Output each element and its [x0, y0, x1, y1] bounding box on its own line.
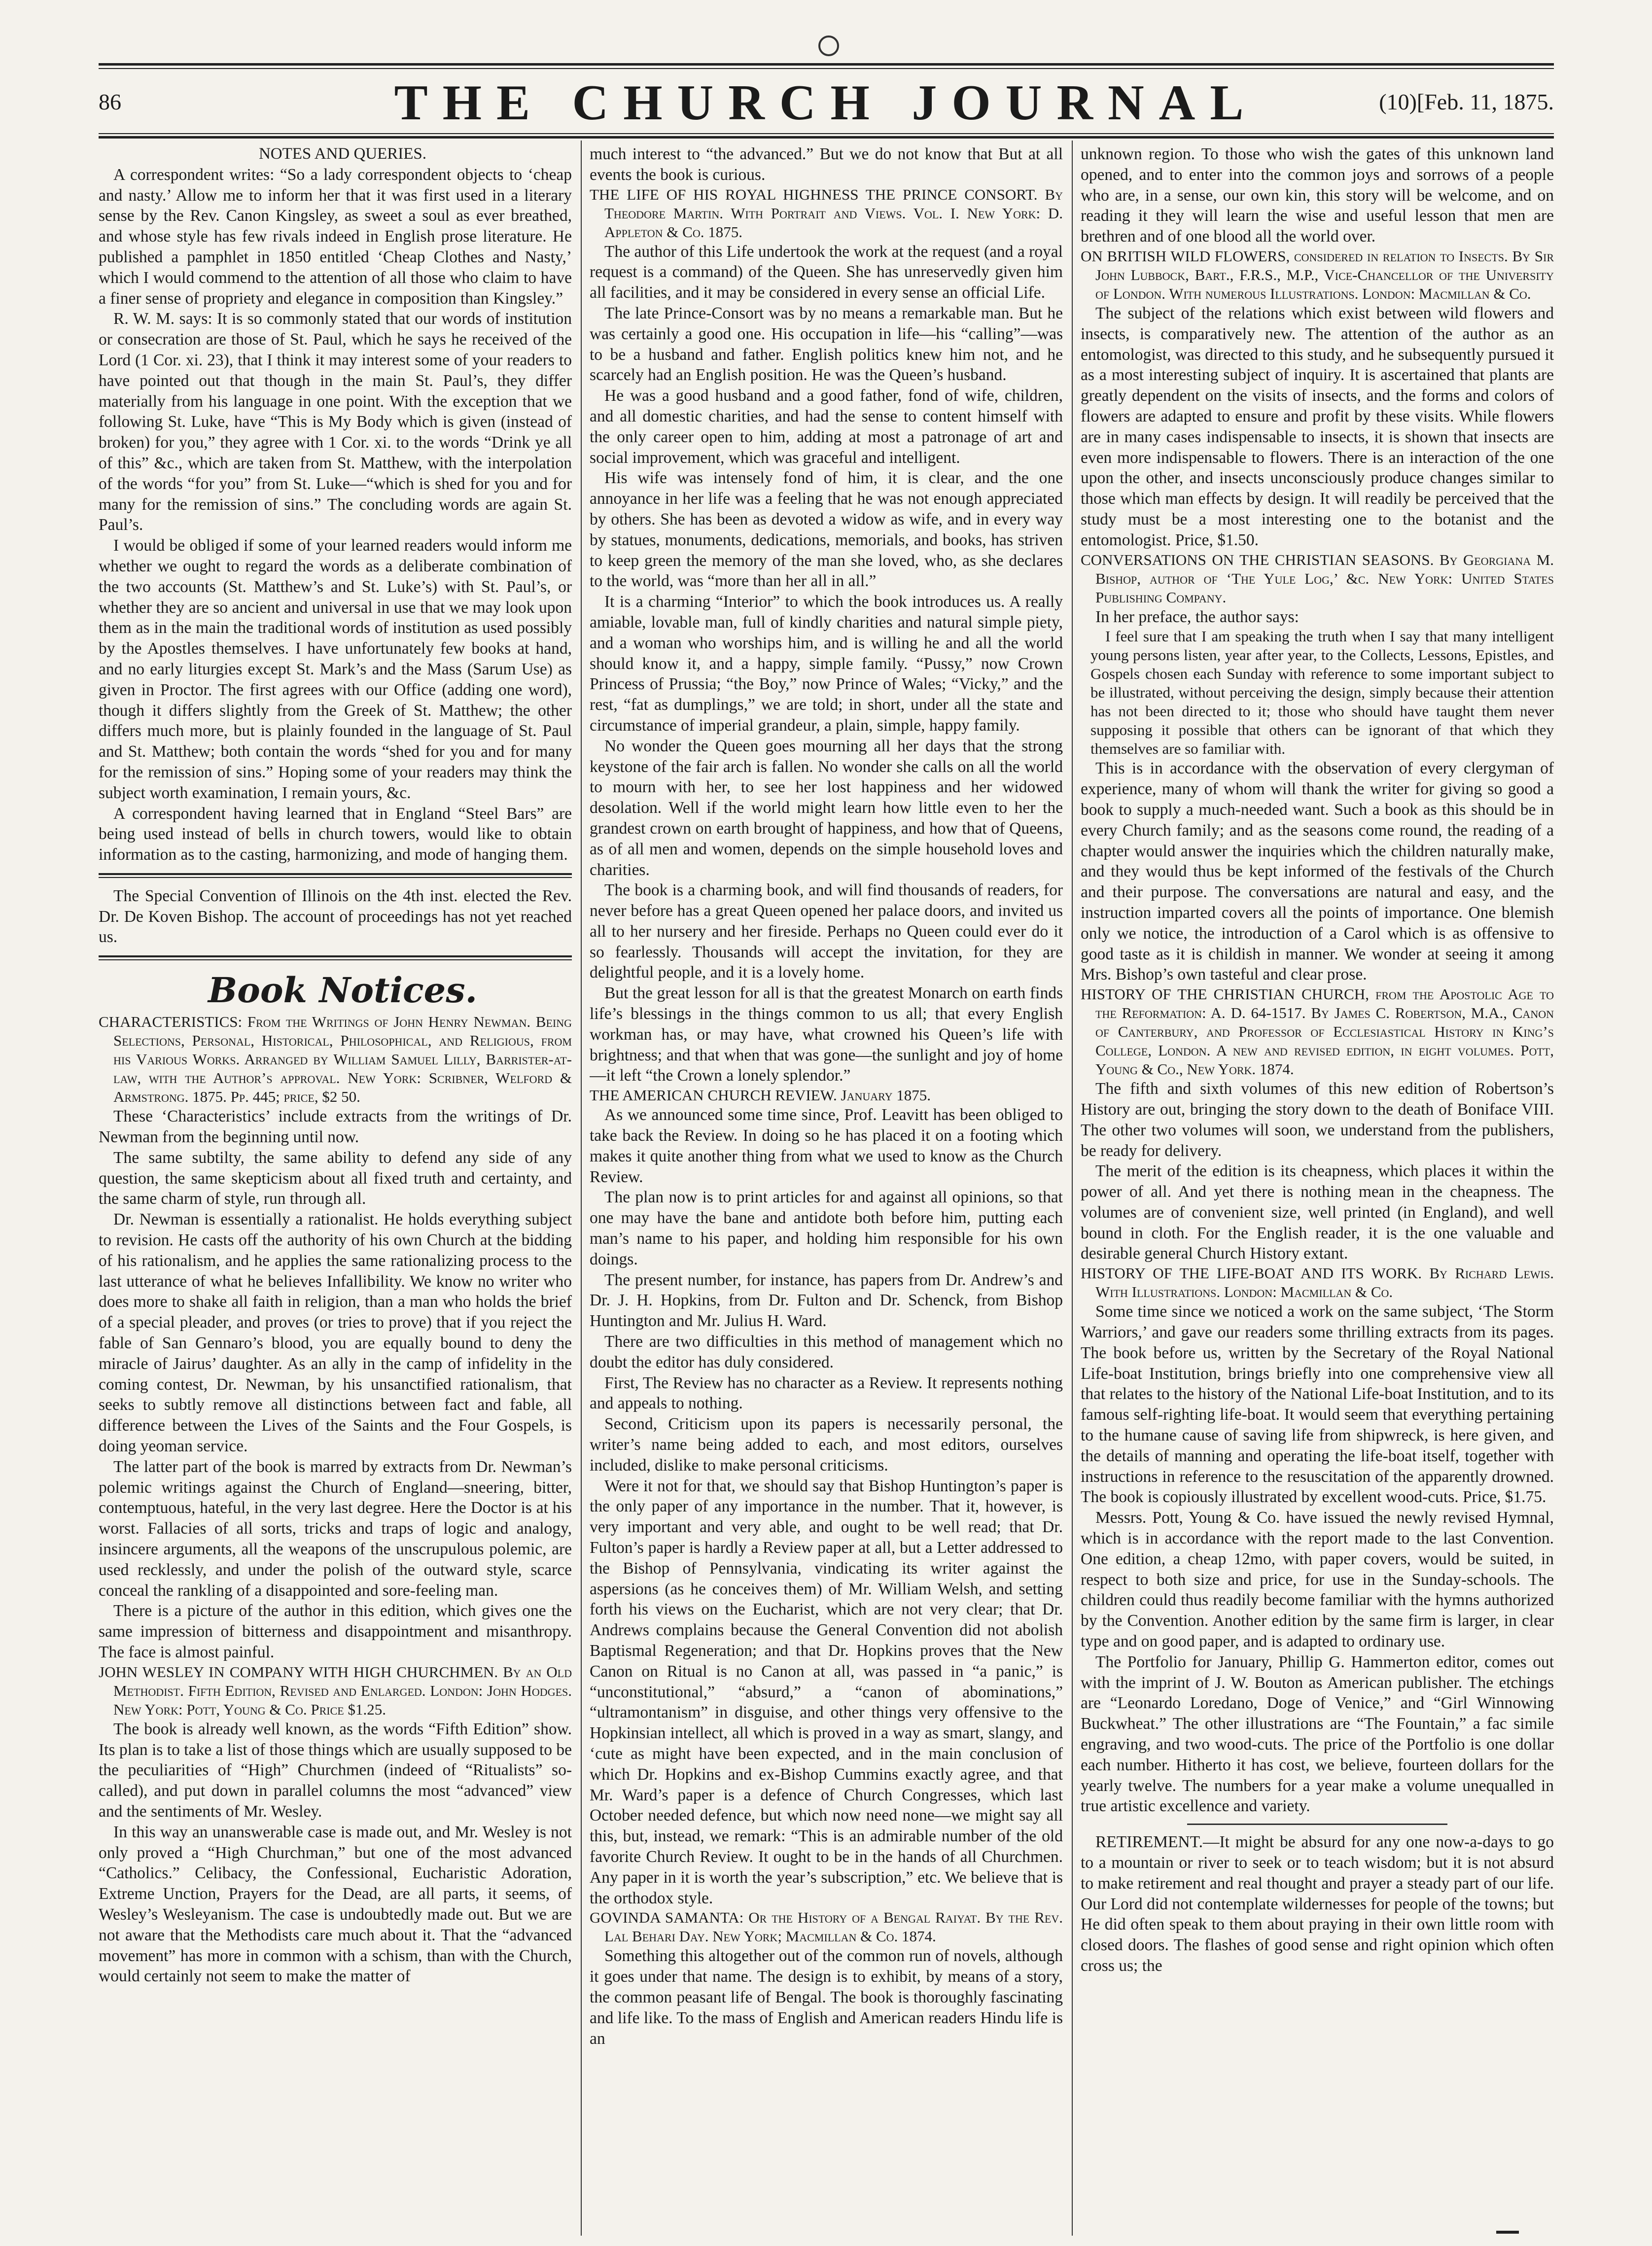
column-divider [581, 140, 582, 2236]
paragraph: The late Prince-Consort was by no means a remarkable man. But he was certainly a good one. His occupation in life—his “calling”—was to be a husband and father. English politics knew him not, and he scarcely had an English position. He was the Queen’s husband. [590, 304, 1063, 385]
paragraph: It is a charming “Interior” to which the book introduces us. A really amiable, lovable man, full of kindly charities and natural simple piety, and a woman who worships him, and is willing he and all the world should know it, and a happy, simple family. “Pussy,” now Crown Princess of Prussia; “the Boy,” now Prince of Wales; “Vicky,” and the rest, “fat as dumplings,” we are told; in short, under all the state and circumstance of imperial grandeur, a plain, simple, happy family. [590, 593, 1063, 735]
block-quote: I feel sure that I am speaking the truth when I say that many intelligent young persons listen, year after year, to the Collects, Lessons, Epistles, and Gospels chosen each Sunday with reference to some important subject to be illustrated, without perceiving the design, simply because their attention has not been directed to it; those who should have taught them never supposing it possible that others can be ignorant of that which they themselves are so familiar with. [1090, 628, 1554, 758]
book-entry: JOHN WESLEY IN COMPANY WITH HIGH CHURCHMEN. By an Old Methodist. Fifth Edition, Revised and Enlarged. London: John Hodges. New York: Pott, Young & Co. Price $1.25. [99, 1663, 572, 1718]
section-divider [99, 955, 572, 957]
footer-mark [1496, 2231, 1519, 2234]
book-entry: CHARACTERISTICS: From the Writings of John Henry Newman. Being Selections, Personal, Historical, Philosophical, and Religious, from his Various Works. Arranged by William Samuel Lilly, Barrister-at-law, with the Author’s approval. New York: Scribner, Welford & Armstrong. 1875. Pp. 445; price, $2 50. [99, 1013, 572, 1106]
journal-title: THE CHURCH JOURNAL [394, 75, 1259, 131]
column-3 [1081, 144, 1554, 2234]
book-entry: HISTORY OF THE CHRISTIAN CHURCH, from the Apostolic Age to the Reformation: A. D. 64-1517. By James C. Robertson, M.A., Canon of Canterbury, and Professor of Ecclesiastical History in King’s College, London. A new and revised edition, in eight volumes. Pott, Young & Co., New York. 1874. [1081, 985, 1554, 1078]
paragraph: The book is a charming book, and will find thousands of readers, for never before has a great Queen opened her palace doors, and invited us all to her nursery and her fireside. Perhaps no Queen could ever do it so fearlessly. Thousands will accept the invitation, for they are delightful people, and it is a lovely home. [590, 881, 1063, 982]
section-divider-thin [99, 877, 572, 878]
short-divider [1187, 1824, 1447, 1825]
paragraph: As we announced some time since, Prof. Leavitt has been obliged to take back the Review. In doing so he has placed it on a footing which makes it quite another thing from what we used to know as the Church Review. [590, 1106, 1063, 1186]
paragraph: No wonder the Queen goes mourning all her days that the strong keystone of the fair arch is fallen. No wonder she calls on all the world to mourn with her, to see her lost happiness and her widowed desolation. Well if the world might learn how little even to her the grandest crown on earth brought of happiness, and how that of Queens, as of all men and women, depends on the simple household loves and charities. [590, 737, 1063, 879]
top-rule-thin [99, 68, 1554, 69]
paragraph: The Portfolio for January, Phillip G. Hammerton editor, comes out with the imprint of J. W. Bouton as American publisher. The etchings are “Leonardo Loredano, Doge of Venice,” and “Girl Winnowing Buckwheat.” The other illustrations are “The Fountain,” a fac simile engraving, and two wood-cuts. The price of the Portfolio is one dollar each number. Hitherto it has cost, we believe, fourteen dollars for the yearly twelve. The numbers for a year make a volume unequalled in true artistic excellence and variety. [1081, 1652, 1554, 1816]
paragraph: Were it not for that, we should say that Bishop Huntington’s paper is the only paper of any importance in the number. That it, however, is very important and very able, and ought to be well read; that Dr. Fulton’s paper is hardly a Review paper at all, but a Letter addressed to the Bishop of Pennsylvania, vindicating its writer against the aspersions (as he conceives them) of Mr. William Welsh, and setting forth his views on the Eucharist, which are not very clear; that Dr. Andrews complains because the General Convention did not abolish Baptismal Regeneration; and that Dr. Hopkins proves that the New Canon on Ritual is no Canon at all, was passed in “a panic,” is “unconstitutional,” “absurd,” a “canon of abominations,” “ultramontanism” in disguise, and other things very offensive to the Hopkinsian intellect, all which is proved in a way as smart, slangy, and ‘cute as might have been expected, and in the main conclusion of which Dr. Hopkins and ex-Bishop Cummins exactly agree, and that Mr. Ward’s paper is a defence of Church Congresses, which last October needed defence, but which now need none—we might say all this, but, instead, we remark: “This is an admirable number of the old favorite Church Review. It ought to be in the hands of all Churchmen. Any paper in it is worth the year’s subscription,” etc. We believe that is the orthodox style. [590, 1476, 1063, 1907]
paragraph: This is in accordance with the observation of every clergyman of experience, many of whom will thank the writer for giving so good a book to supply a much-needed want. Such a book as this should be in every Church family; and as the seasons come round, the reading of a chapter would answer the inquiries which the children naturally make, and they would thus be kept informed of the festivals of the Church and their purpose. The conversations are natural and easy, and the instruction imparted covers all the points of importance. One blemish only we notice, the introduction of a Carol which is as offensive to good taste as it is childish in manner. We wonder at seeing it among Mrs. Bishop’s own tasteful and clear prose. [1081, 759, 1554, 984]
paragraph: A correspondent writes: “So a lady correspondent objects to ‘cheap and nasty.’ Allow me to inform her that it was first used in a literary sense by the Rev. Canon Kingsley, as sweet a soul as ever breathed, and whose style has few rivals indeed in English prose literature. He published a pamphlet in 1850 entitled ‘Cheap Clothes and Nasty,’ which I would commend to the attention of all those who claim to have a finer sense of propriety and elegance in composition than Kingsley.” [99, 165, 572, 308]
paragraph: He was a good husband and a good father, fond of wife, children, and all domestic charities, and had the sense to content himself with the only career open to him, adding at most a patronage of art and social improvement, which was graceful and intelligent. [590, 386, 1063, 467]
paragraph: RETIREMENT.—It might be absurd for any one now-a-days to go to a mountain or river to seek or to teach wisdom; but it is not absurd to make retirement and real thought and prayer a steady part of our life. Our Lord did not contemplate wildernesses for people of the towns; but He did often speak to them about praying in their own little room with closed doors. The flashes of good sense and right opinion which often cross us; the [1081, 1833, 1554, 1975]
paragraph: First, The Review has no character as a Review. It represents nothing and appeals to nothing. [590, 1373, 1063, 1413]
top-ornament [818, 35, 839, 56]
paragraph: There is a picture of the author in this edition, which gives one the same impression of bitterness and disappointment and misanthropy. The face is almost painful. [99, 1602, 572, 1661]
paragraph: The subject of the relations which exist between wild flowers and insects, is comparatively new. The attention of the author as an entomologist, was directed to this study, and he subsequently pursued it as a most interesting subject of inquiry. It is ascertained that plants are greatly dependent on the visits of insects, and the forms and colors of flowers are adapted to ensure and profit by these visits. While flowers are in many cases indispensable to insects, it is shown that insects are even more indispensable to flowers. There is an interaction of the one upon the other, and insects unconsciously produce changes similar to those which man effects by design. It will readily be perceived that the study must be a most interesting one to the botanist and the entomologist. Price, $1.50. [1081, 304, 1554, 549]
notes-heading: NOTES AND QUERIES. [258, 145, 427, 163]
paragraph: much interest to “the advanced.” But we do not know that But at all events the book is curious. [590, 145, 1063, 184]
paragraph: unknown region. To those who wish the gates of this unknown land opened, and to enter into the common joys and sorrows of a people who are, in a sense, our own kin, this story will be welcome, and on reading it they will learn the wise and useful lesson that men are brethren and of one blood all the world over. [1081, 145, 1554, 246]
paragraph: The present number, for instance, has papers from Dr. Andrew’s and Dr. J. H. Hopkins, from Dr. Fulton and Dr. Schenck, from Bishop Huntington and Mr. Julius H. Ward. [590, 1270, 1063, 1331]
column-1 [99, 144, 572, 2234]
paragraph: The merit of the edition is its cheapness, which places it within the power of all. And yet there is nothing mean in the cheapness. The volumes are of convenient size, well printed (in England), and well bound in cloth. For the English reader, it is the one valuable and desirable general Church History extant. [1081, 1162, 1554, 1263]
book-entry: GOVINDA SAMANTA: Or the History of a Bengal Raiyat. By the Rev. Lal Behari Day. New York; Macmillan & Co. 1874. [590, 1909, 1063, 1945]
book-entry: CONVERSATIONS ON THE CHRISTIAN SEASONS. By Georgiana M. Bishop, author of ‘The Yule Log,’ &c. New York: United States Publishing Company. [1081, 551, 1554, 606]
book-entry: ON BRITISH WILD FLOWERS, considered in relation to Insects. By Sir John Lubbock, Bart., F.R.S., M.P., Vice-Chancellor of the University of London. With numerous Illustrations. London: Macmillan & Co. [1081, 247, 1554, 302]
masthead [99, 74, 1554, 133]
paragraph: His wife was intensely fond of him, it is clear, and the one annoyance in her life was a feeling that he was not enough appreciated by others. She has been as devoted a widow as wife, and in every way by statues, monuments, dedications, memorials, and books, has striven to keep green the memory of the man she loved, who, as she declares to the world, was “more than her all in all.” [590, 469, 1063, 591]
masthead-rule-thin [99, 133, 1554, 134]
paragraph: These ‘Characteristics’ include extracts from the writings of Dr. Newman from the beginning until now. [99, 1107, 572, 1147]
top-rule [99, 63, 1554, 66]
paragraph: The plan now is to print articles for and against all opinions, so that one may have the bane and antidote both before him, putting each man’s name to his paper, and holding him responsible for his own doings. [590, 1188, 1063, 1268]
paragraph: Second, Criticism upon its papers is necessarily personal, the writer’s name being added to each, and most editors, ourselves included, dislike to make personal criticisms. [590, 1415, 1063, 1474]
book-entry: THE LIFE OF HIS ROYAL HIGHNESS THE PRINCE CONSORT. By Theodore Martin. With Portrait and Views. Vol. I. New York: D. Appleton & Co. 1875. [590, 185, 1063, 241]
paragraph: In her preface, the author says: [1095, 607, 1299, 626]
issue-date: (10)[Feb. 11, 1875. [1379, 89, 1554, 114]
paragraph: But the great lesson for all is that the greatest Monarch on earth finds life’s blessings in the things common to us all; that every English workman has, or may have, what crowned his Queen’s life with brightness; and that when that was gone—the sunlight and joy of home—it left “the Crown a lonely splendor.” [590, 984, 1063, 1085]
column-divider [1072, 140, 1073, 2236]
book-notices-heading: Book Notices. [208, 970, 477, 1011]
paragraph: A correspondent having learned that in England “Steel Bars” are being used instead of bells in church towers, would like to obtain information as to the casting, harmonizing, and mode of hanging them. [99, 804, 572, 864]
column-2 [590, 144, 1063, 2234]
masthead-rule [99, 136, 1554, 139]
book-entry: THE AMERICAN CHURCH REVIEW. January 1875. [590, 1087, 931, 1104]
page-number: 86 [99, 89, 121, 114]
paragraph: R. W. M. says: It is so commonly stated that our words of institution or consecration are those of St. Paul, which he says he received of the Lord (1 Cor. xi. 23), that I think it may interest some of your readers to have pointed out that though in the main St. Paul’s, they differ materially from his language in one point. With the exception that we following St. Luke, have “This is My Body which is given (instead of broken) for you,” they agree with 1 Cor. xi. to the words “Drink ye all of this” &c., which are taken from St. Matthew, with the interpolation of the words “for you” from St. Luke—“which is shed for you and for many for the remission of sins.” The concluding words are again St. Paul’s. [99, 310, 572, 534]
section-divider-thin [99, 959, 572, 960]
paragraph: There are two difficulties in this method of management which no doubt the editor has duly considered. [590, 1333, 1063, 1371]
section-divider [99, 873, 572, 875]
paragraph: Some time since we noticed a work on the same subject, ‘The Storm Warriors,’ and gave our readers some thrilling extracts from its pages. The book before us, written by the Secretary of the Royal National Life-boat Institution, brings briefly into one comprehensive view all that relates to the history of the National Life-boat Institution, and to its famous self-righting life-boat. It would seem that everything pertaining to the humane cause of saving life from shipwreck, is here given, and the details of manning and operating the life-boat itself, together with instructions in reference to the resuscitation of the apparently drowned. The book is copiously illustrated by excellent wood-cuts. Price, $1.75. [1081, 1302, 1554, 1507]
paragraph: The same subtilty, the same ability to defend any side of any question, the same skepticism about all fixed truth and certainty, and the same charm of style, run through all. [99, 1148, 572, 1208]
paragraph: The book is already well known, as the words “Fifth Edition” show. Its plan is to take a list of those things which are usually supposed to be the peculiarities of “High” Churchmen (indeed of “Ritualists” so-called), and put down in parallel columns the most “advanced” view and the sentiments of Mr. Wesley. [99, 1720, 572, 1821]
paragraph: The author of this Life undertook the work at the request (and a royal request is a command) of the Queen. She has unreservedly given him all facilities, and it may be considered in every sense an official Life. [590, 242, 1063, 302]
book-entry: HISTORY OF THE LIFE-BOAT AND ITS WORK. By Richard Lewis. With Illustrations. London: Macmillan & Co. [1081, 1264, 1554, 1301]
paragraph: The fifth and sixth volumes of this new edition of Robertson’s History are out, bringing the story down to the death of Boniface VIII. The other two volumes will soon, we understand from the publishers, be ready for delivery. [1081, 1080, 1554, 1160]
paragraph: In this way an unanswerable case is made out, and Mr. Wesley is not only proved a “High Churchman,” but one of the most advanced “Catholics.” Celibacy, the Confessional, Eucharistic Adoration, Extreme Unction, Prayers for the Dead, are all parts, it seems, of Wesley’s Wesleyanism. The case is undoubtedly made out. But we are not aware that the Methodists care much about it. That the “advanced movement” has more in common with a schism, than with the Church, would certainly not seem to make the matter of [99, 1823, 572, 1986]
paragraph: Something this altogether out of the common run of novels, although it goes under that name. The design is to exhibit, by means of a story, the common peasant life of Bengal. The book is thoroughly fascinating and life like. To the mass of English and American readers Hindu life is an [590, 1947, 1063, 2048]
paragraph: The latter part of the book is marred by extracts from Dr. Newman’s polemic writings against the Church of England—sneering, bitter, contemptuous, hateful, in the very last degree. Here the Doctor is at his worst. Fallacies of all sorts, tricks and traps of logic and analogy, insincere arguments, all the weapons of the unscrupulous polemic, are used recklessly, and under the polish of the outward style, scarce conceal the rankling of a disappointed and sore-feeling man. [99, 1457, 572, 1600]
paragraph: The Special Convention of Illinois on the 4th inst. elected the Rev. Dr. De Koven Bishop. The account of proceedings has not yet reached us. [99, 886, 572, 947]
paragraph: Messrs. Pott, Young & Co. have issued the newly revised Hymnal, which is in accordance with the report made to the last Convention. One edition, a cheap 12mo, with paper covers, would be suited, in respect to both size and price, for use in the Sunday-schools. The children could thus readily become familiar with the hymns authorized by the Convention. Another edition by the same firm is larger, in clear type and on good paper, and is adapted to ordinary use. [1081, 1509, 1554, 1651]
paragraph: I would be obliged if some of your learned readers would inform me whether we ought to regard the words as a deliberate combination of the two accounts (St. Matthew’s and St. Luke’s) with St. Paul’s, or whether they are so ancient and universal in use that we may look upon them as in the main the traditional words of institution as used possibly by the Apostles themselves. I have unfortunately few books at hand, and no early liturgies except St. Mark’s and the Mass (Sarum Use) as given in Proctor. The first agrees with our Office (adding one word), though it differs slightly from the Greek of St. Matthew; the other differs much more, but is plainly founded in the language of St. Paul and St. Matthew; both contain the words “shed for you and for many for the remission of sins.” Hoping some of your readers may think the subject worth examination, I remain yours, &c. [99, 536, 572, 802]
paragraph: Dr. Newman is essentially a rationalist. He holds everything subject to revision. He casts off the authority of his own Church at the bidding of his rationalism, and he applies the same rationalizing process to the last utterance of what he believes Infallibility. We know no writer who does more to shake all faith in religion, than a man who holds the brief of a special pleader, and proves (or tries to prove) that if you reject the fable of San Gennaro’s blood, you are equally bound to deny the miracle of Jairus’ daughter. As an ally in the camp of infidelity in the coming contest, Dr. Newman, by his unsanctified rationalism, that seeks to subtly remove all distinctions between fact and fable, all difference between the Lives of the Saints and the Four Gospels, is doing yeoman service. [99, 1210, 572, 1456]
